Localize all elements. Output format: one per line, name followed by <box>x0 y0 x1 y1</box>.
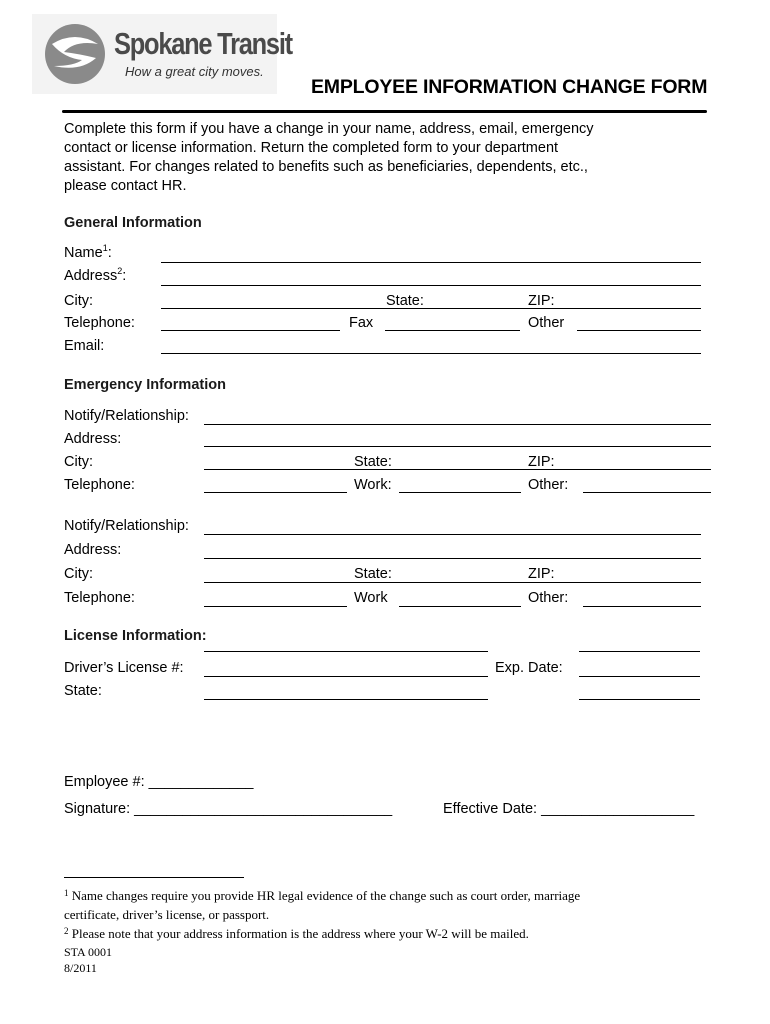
email-field[interactable] <box>161 353 701 354</box>
emergency-heading: Emergency Information <box>64 377 226 393</box>
effective-date-label: Effective Date: <box>443 801 538 817</box>
c1-state-label: State: <box>354 454 392 470</box>
employee-number-label: Employee #: <box>64 774 145 790</box>
fax-label: Fax <box>349 315 374 331</box>
logo-name: Spokane Transit <box>114 26 292 61</box>
license-right-line[interactable] <box>579 699 700 700</box>
c2-telephone-field[interactable] <box>204 606 347 607</box>
state-label: State: <box>386 293 424 309</box>
form-date: 8/2011 <box>64 961 97 975</box>
c2-work-label: Work <box>354 590 388 606</box>
exp-label: Exp. Date: <box>495 660 563 676</box>
c1-address-label: Address: <box>64 431 122 447</box>
c1-city-label: City: <box>64 454 93 470</box>
logo-tagline: How a great city moves. <box>125 64 264 79</box>
c1-other-label: Other: <box>528 477 569 493</box>
intro-line: contact or license information. Return the completed form to your department <box>64 140 559 156</box>
c2-work-field[interactable] <box>399 606 521 607</box>
c2-other-label: Other: <box>528 590 569 606</box>
city-field[interactable] <box>161 308 701 309</box>
c1-notify-label: Notify/Relationship: <box>64 408 189 424</box>
dl-field[interactable] <box>204 676 488 677</box>
signature-blank[interactable]: ________________________________ <box>134 801 393 817</box>
c2-city-label: City: <box>64 566 93 582</box>
address-field[interactable] <box>161 285 701 286</box>
c2-telephone-label: Telephone: <box>64 590 135 606</box>
footnote-rule <box>64 877 244 878</box>
license-top-line-left[interactable] <box>204 651 488 652</box>
intro-line: assistant. For changes related to benefits such as beneficiaries, dependents, etc., <box>64 159 588 175</box>
effective-date-field[interactable] <box>443 801 694 817</box>
c2-state-label: State: <box>354 566 392 582</box>
other-label: Other <box>528 315 565 331</box>
footnote-2: $^2$ Please note that your address information is the address where your W-2 will be mailed. <box>64 926 529 941</box>
c1-notify-field[interactable] <box>204 424 711 425</box>
logo <box>32 14 292 94</box>
c1-telephone-label: Telephone: <box>64 477 135 493</box>
c1-work-field[interactable] <box>399 492 521 493</box>
telephone-label: Telephone: <box>64 315 135 331</box>
c1-work-label: Work: <box>354 477 392 493</box>
zip-label: ZIP: <box>528 293 555 309</box>
address-label: Address$^2$: <box>64 266 127 284</box>
license-state-label: State: <box>64 683 102 699</box>
c1-city-field[interactable] <box>204 469 711 470</box>
intro-text <box>64 120 594 196</box>
employee-number-blank[interactable]: _____________ <box>148 774 254 790</box>
license-state-field[interactable] <box>204 699 488 700</box>
c1-telephone-field[interactable] <box>204 492 347 493</box>
c2-notify-label: Notify/Relationship: <box>64 518 189 534</box>
general-heading: General Information <box>64 215 202 231</box>
c2-city-field[interactable] <box>204 582 701 583</box>
c2-zip-label: ZIP: <box>528 566 555 582</box>
effective-date-blank[interactable]: ___________________ <box>541 801 695 817</box>
signature-label: Signature: <box>64 801 131 817</box>
fax-field[interactable] <box>385 330 520 331</box>
name-field[interactable] <box>161 262 701 263</box>
intro-line: please contact HR. <box>64 178 187 194</box>
spokane-transit-logo-icon <box>40 22 110 86</box>
c2-address-field[interactable] <box>204 558 701 559</box>
intro-line: Complete this form if you have a change in your name, address, email, emergency <box>64 121 594 137</box>
c2-address-label: Address: <box>64 542 122 558</box>
exp-field[interactable] <box>579 676 700 677</box>
c1-other-field[interactable] <box>583 492 711 493</box>
email-label: Email: <box>64 338 105 354</box>
license-heading: License Information: <box>64 628 207 644</box>
c1-zip-label: ZIP: <box>528 454 555 470</box>
dl-label: Driver’s License #: <box>64 660 184 676</box>
telephone-field[interactable] <box>161 330 340 331</box>
c2-notify-field[interactable] <box>204 534 701 535</box>
other-field[interactable] <box>577 330 701 331</box>
form-code: STA 0001 <box>64 945 113 959</box>
license-top-line-right[interactable] <box>579 651 700 652</box>
c2-other-field[interactable] <box>583 606 701 607</box>
signature-field[interactable] <box>64 801 392 817</box>
c1-address-field[interactable] <box>204 446 711 447</box>
footnote-1: $^1$ Name changes require you provide HR legal evidence of the change such as court order, marriage certificate, driver’s license, or passport. <box>64 888 581 922</box>
page-title: EMPLOYEE INFORMATION CHANGE FORM <box>311 76 708 98</box>
title-rule <box>62 110 707 113</box>
name-label: Name$^1$: <box>64 243 112 261</box>
city-label: City: <box>64 293 93 309</box>
employee-number-field[interactable] <box>64 774 253 790</box>
